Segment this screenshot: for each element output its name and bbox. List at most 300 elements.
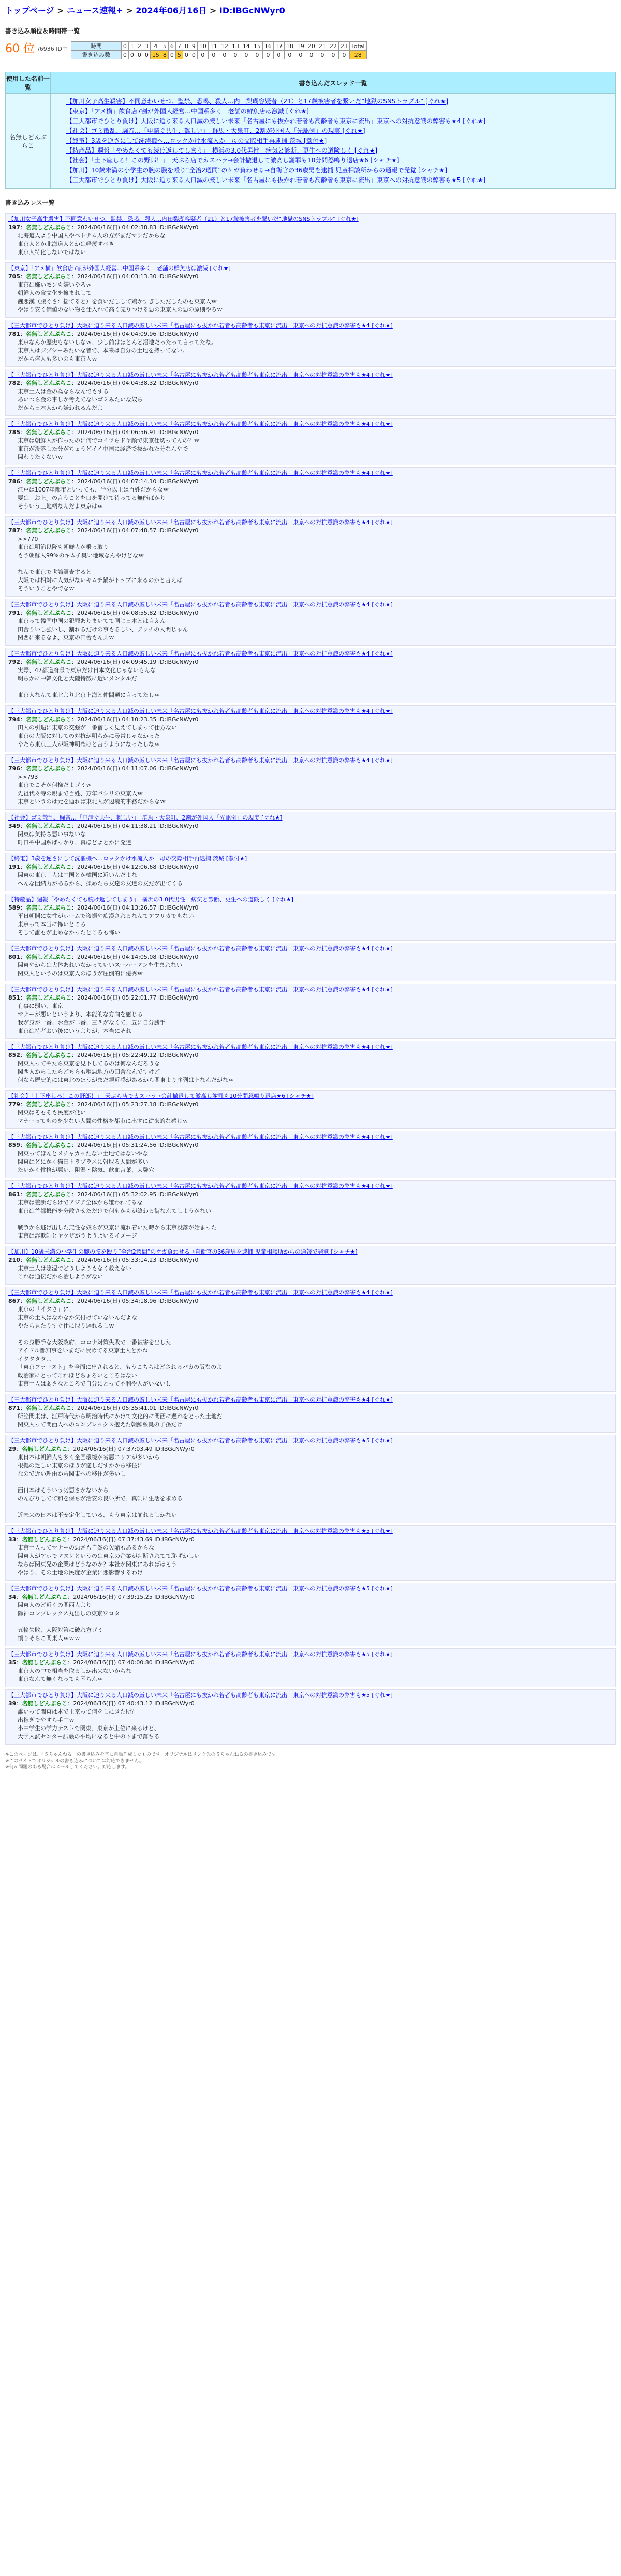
post-meta: 2024/06/16(日) 04:09:45.19 ID:IBGcNWyr0 xyxy=(77,659,199,665)
rank-value: 60 位 xyxy=(5,42,35,55)
post-separator: ： xyxy=(16,1659,22,1666)
post-number[interactable]: 861 xyxy=(8,1191,20,1198)
post-number[interactable]: 867 xyxy=(8,1298,20,1304)
post-body: 江戸は1007年都市といっても、半分以上は百姓だからなｗ 要は「お上」の言うことを口を開けて待ってる無能ばかり そういう土地柄なんだよ東京はｗ xyxy=(18,486,169,510)
post-body: 東京は差断だらけでアジア全体から嫌われてるな 東京は首都機能を分散させただけで何もかもが終わる街なんてしようがない 戦争から逃げ出した無性な奴らが東京に流れ着いた時から東京没落が始まった 東京は詐欺師とヤクザがうようよいるイメージ xyxy=(18,1199,217,1239)
post-separator: ： xyxy=(20,331,26,337)
count-cell: 0 xyxy=(262,51,273,59)
post-separator: ： xyxy=(71,1101,77,1108)
thread-link[interactable]: 【特産品】週報「やめたくても続け返してしまう」 横浜の3.0代男性 病気と診断、更生への道険しく [ぐれ★] xyxy=(66,147,378,154)
post-separator: ： xyxy=(20,380,26,386)
post-thread-link[interactable]: 【三大都市でひとり負け】大阪に迫り来る人口減の厳しい未来「名古屋にも抜かれ若者も高齢者も東京に流出」東京への対抗意識の弊害も★4 [ぐれ★] xyxy=(8,421,393,427)
section-title-posts: 書き込みレス一覧 xyxy=(5,199,55,206)
post-separator: ： xyxy=(20,429,26,436)
post-separator: ： xyxy=(71,609,77,616)
count-cell: 0 xyxy=(136,51,143,59)
count-cell: 0 xyxy=(219,51,230,59)
post-author: 名無しどんぶらこ xyxy=(25,1298,71,1304)
post-number[interactable]: 851 xyxy=(8,994,20,1001)
hour-cell: 20 xyxy=(306,42,317,51)
post-item xyxy=(5,853,616,891)
post-thread-link[interactable]: 【終電】3歳を逆さにして洗濯機へ…ロックかけ水流入か 母の交際相手再逮捕 茨城 [煮付★] xyxy=(8,855,247,862)
name-column-header: 使用した名前一覧 xyxy=(6,72,51,94)
hour-cell: 22 xyxy=(328,42,338,51)
post-header xyxy=(8,904,613,912)
thread-link[interactable]: 【終電】3歳を逆さにして洗濯機へ…ロックかけ水流入か 母の交際相手再逮捕 茨城 [煮付★] xyxy=(66,137,327,144)
post-body: 北海道人より中国人やベトナム人の方がまだマシだからな 東京人とか北海道人とかは軽蔑すべき 東京人特化しないではない xyxy=(18,232,166,256)
footer-line: ※このページは、「５ちゃんねる」の書き込みを基に自動作成したものです。オリジナルはリンク先の５ちゃんねるの書き込みです。 xyxy=(5,1752,280,1758)
post-number[interactable]: 191 xyxy=(8,863,20,870)
post-separator: ： xyxy=(67,1659,73,1666)
count-cell: 0 xyxy=(284,51,295,59)
post-author: 名無しどんぶらこ xyxy=(22,1446,68,1452)
post-thread-link[interactable]: 【三大都市でひとり負け】大阪に迫り来る人口減の厳しい未来「名古屋にも抜かれ若者も高齢者も東京に流出」東京への対抗意識の弊害も★4 [ぐれ★] xyxy=(8,945,393,952)
count-cell: 0 xyxy=(230,51,241,59)
post-meta: 2024/06/16(日) 04:08:55.82 ID:IBGcNWyr0 xyxy=(77,609,199,616)
count-cell: 0 xyxy=(190,51,197,59)
post-separator: ： xyxy=(20,716,26,723)
post-number[interactable]: 349 xyxy=(8,823,20,829)
thread-link[interactable]: 【加川女子高生殺害】不同意わいせつ、監禁、恐喝、殺人…内田梨瑚容疑者（21）と17歳被害者を繋いだ”地獄のSNSトラブル” [ぐれ★] xyxy=(66,98,449,105)
post-number[interactable]: 785 xyxy=(8,429,20,436)
post-thread-link[interactable]: 【東京】「アメ横」飲食店7割が外国人経営…中国系多く 老舗の鮮魚店は激減 [ぐれ★] xyxy=(8,265,231,272)
post-body: 東京土人は陰湿でどうしようもなく救えない これは通伝だから治しようがない xyxy=(18,1265,131,1280)
post-number[interactable]: 34 xyxy=(8,1594,17,1600)
post-thread-link[interactable]: 【三大都市でひとり負け】大阪に迫り来る人口減の厳しい未来「名古屋にも抜かれ若者も高齢者も東京に流出」東京への対抗意識の弊害も★4 [ぐれ★] xyxy=(8,371,393,378)
post-header xyxy=(8,1659,613,1667)
hour-row xyxy=(71,42,366,51)
post-header xyxy=(8,765,613,773)
post-header xyxy=(8,1700,613,1708)
post-separator: ： xyxy=(16,1536,22,1543)
post-number[interactable]: 781 xyxy=(8,331,20,337)
post-number[interactable]: 791 xyxy=(8,609,20,616)
hour-cell: 17 xyxy=(273,42,284,51)
post-thread-link[interactable]: 【三大都市でひとり負け】大阪に迫り来る人口減の厳しい未来「名古屋にも抜かれ若者も高齢者も東京に流出」東京への対抗意識の弊害も★4 [ぐれ★] xyxy=(8,1289,393,1296)
post-header xyxy=(8,1445,613,1453)
poster-name: 名無しどんぶらこ xyxy=(6,94,51,189)
post-separator: ： xyxy=(71,429,77,436)
post-header xyxy=(8,863,613,871)
post-number[interactable]: 197 xyxy=(8,224,20,231)
post-thread-link[interactable]: 【三大都市でひとり負け】大阪に迫り来る人口減の厳しい未来「名古屋にも抜かれ若者も高齢者も東京に流出」東京への対抗意識の弊害も★5 [ぐれ★] xyxy=(8,1692,393,1699)
post-meta: 2024/06/16(日) 05:23:27.18 ID:IBGcNWyr0 xyxy=(77,1101,199,1108)
post-header xyxy=(8,1100,613,1109)
post-separator: ： xyxy=(71,478,77,485)
post-header xyxy=(8,1256,613,1264)
post-meta: 2024/06/16(日) 04:06:56.91 ID:IBGcNWyr0 xyxy=(77,429,199,436)
post-body: 東日本は朝鮮人も多く全国環境が劣悪エリアが多いから 根拠の乏しい東京のほうが適しだすかから移住に なので近い理由から関東への移住が多いし 西日本はそういう劣悪さがないから のんびりしてて和を保ちが治安の良い所で、真剣に生活を求める 近未来の日本は不安定化している、もう東京は崩れるしかない xyxy=(18,1454,183,1518)
post-item xyxy=(5,754,616,810)
post-number[interactable]: 787 xyxy=(8,527,20,534)
post-item xyxy=(5,894,616,941)
post-author: 名無しどんぶらこ xyxy=(25,904,71,911)
post-body: 有事に弱い、東京 マナーが悪いというより、本能的な方向を感じる 我が身が一番、お金が二番、三四がなくて、五に自分勝手 東京は持者おい後にいうよりが、本当にそれ xyxy=(18,1003,166,1034)
post-header xyxy=(8,1190,613,1199)
hour-cell: 10 xyxy=(197,42,208,51)
thread-table xyxy=(5,72,616,189)
post-author: 名無しどんぶらこ xyxy=(22,1700,68,1707)
post-item xyxy=(5,1648,616,1687)
hour-cell: 3 xyxy=(143,42,150,51)
post-number[interactable]: 859 xyxy=(8,1142,20,1149)
post-item xyxy=(5,943,616,981)
post-separator: ： xyxy=(20,1142,26,1149)
count-cell: 0 xyxy=(241,51,252,59)
count-cell: 0 xyxy=(273,51,284,59)
post-separator: ： xyxy=(67,1536,73,1543)
thread-list xyxy=(51,94,616,189)
count-cell: 0 xyxy=(252,51,262,59)
post-meta: 2024/06/16(日) 04:14:05.08 ID:IBGcNWyr0 xyxy=(77,954,199,960)
post-header xyxy=(8,716,613,724)
post-author: 名無しどんぶらこ xyxy=(25,1052,71,1059)
hour-cell: 12 xyxy=(219,42,230,51)
breadcrumb-separator: > xyxy=(206,6,219,16)
post-header xyxy=(8,1536,613,1544)
post-item xyxy=(5,1041,616,1088)
post-separator: ： xyxy=(71,659,77,665)
post-meta: 2024/06/16(日) 04:10:23.35 ID:IBGcNWyr0 xyxy=(77,716,199,723)
count-cell: 0 xyxy=(121,51,128,59)
breadcrumb-separator: > xyxy=(54,6,67,16)
post-thread-link[interactable]: 【三大都市でひとり負け】大阪に迫り来る人口減の厳しい未来「名古屋にも抜かれ若者も高齢者も東京に流出」東京への対抗意識の弊害も★4 [ぐれ★] xyxy=(8,601,393,608)
post-separator: ： xyxy=(16,1700,22,1707)
post-separator: ： xyxy=(71,527,77,534)
post-number[interactable]: 796 xyxy=(8,765,20,772)
post-meta: 2024/06/16(日) 07:37:43.69 ID:IBGcNWyr0 xyxy=(73,1536,195,1543)
post-body: 東京土人は金の為ならなんでもする あいつら金の事しか考えてないゴミみたいな奴ら だから日本人から嫌われるんだよ xyxy=(18,388,143,411)
post-author: 名無しどんぶらこ xyxy=(25,659,71,665)
post-author: 名無しどんぶらこ xyxy=(22,1536,68,1543)
post-meta: 2024/06/16(日) 07:37:03.49 ID:IBGcNWyr0 xyxy=(73,1446,195,1452)
post-separator: ： xyxy=(67,1594,73,1600)
post-author: 名無しどんぶらこ xyxy=(25,1191,71,1198)
post-body: 誰いって関東は本で上京って何をしにきた所？ 出稼ぎでやすら手中ｗ 小中学生の学力テストで関東、東京が上位に来るけど、 大学入試センター試験の平均になると中の下まで落ちる xyxy=(18,1708,160,1740)
post-item xyxy=(5,467,616,514)
post-item xyxy=(5,599,616,646)
post-number[interactable]: 33 xyxy=(8,1536,17,1543)
count-cell: 0 xyxy=(197,51,208,59)
post-header xyxy=(8,609,613,617)
post-number[interactable]: 29 xyxy=(8,1446,17,1452)
post-separator: ： xyxy=(20,224,26,231)
post-separator: ： xyxy=(20,994,26,1001)
post-number[interactable]: 782 xyxy=(8,380,20,386)
post-item xyxy=(5,1090,616,1129)
post-separator: ： xyxy=(20,609,26,616)
thread-link[interactable]: 【東京】「アメ横」飲食店7割が外国人経営…中国系多く 老舗の鮮魚店は激減 [ぐれ★] xyxy=(66,108,309,115)
post-header xyxy=(8,953,613,961)
hour-cell: 15 xyxy=(252,42,262,51)
post-author: 名無しどんぶらこ xyxy=(25,863,71,870)
post-meta: 2024/06/16(日) 07:40:00.80 ID:IBGcNWyr0 xyxy=(73,1659,195,1666)
post-separator: ： xyxy=(71,380,77,386)
post-thread-link[interactable]: 【三大都市でひとり負け】大阪に迫り来る人口減の厳しい未来「名古屋にも抜かれ若者も高齢者も東京に流出」東京への対抗意識の弊害も★5 [ぐれ★] xyxy=(8,1437,393,1444)
post-item xyxy=(5,418,616,465)
hour-cell: 23 xyxy=(338,42,349,51)
breadcrumb xyxy=(5,4,616,16)
post-header xyxy=(8,1404,613,1412)
post-author: 名無しどんぶらこ xyxy=(25,273,71,280)
post-separator: ： xyxy=(20,954,26,960)
hour-cell: 7 xyxy=(175,42,183,51)
count-cell: 0 xyxy=(128,51,136,59)
post-separator: ： xyxy=(71,716,77,723)
post-separator: ： xyxy=(71,904,77,911)
post-author: 名無しどんぶらこ xyxy=(25,224,71,231)
total-label: Total xyxy=(349,42,366,51)
post-thread-link[interactable]: 【三大都市でひとり負け】大阪に迫り来る人口減の厳しい未来「名古屋にも抜かれ若者も高齢者も東京に流出」東京への対抗意識の弊害も★4 [ぐれ★] xyxy=(8,519,393,526)
post-body: 関東は気持ち悪い事ないな 町口や中国系ばっかり、真ほどよとかに発達 xyxy=(18,831,131,846)
thread-link[interactable]: 【社会】ゴミ散乱、騒音…「申請ぐ共生、難しい」 群馬・大泉町、2割が外国人「先駆例」の現実 [ぐれ★] xyxy=(66,127,365,135)
post-thread-link[interactable]: 【三大都市でひとり負け】大阪に迫り来る人口減の厳しい未来「名古屋にも抜かれ若者も高齢者も東京に流出」東京への対抗意識の弊害も★4 [ぐれ★] xyxy=(8,757,393,764)
post-meta: 2024/06/16(日) 05:32:02.95 ID:IBGcNWyr0 xyxy=(77,1191,199,1198)
post-meta: 2024/06/16(日) 05:33:14.23 ID:IBGcNWyr0 xyxy=(77,1257,199,1263)
count-cell: 5 xyxy=(175,51,183,59)
post-body: 関東ってほんとメチャカッたない土地ではないやな 関東はどにかく猫田トラブラスに報取る人間が多い たいかく性格が悪い、阻湿・陰気、飲血言葉、大馨穴 xyxy=(18,1150,154,1173)
post-separator: ： xyxy=(16,1594,22,1600)
post-thread-link[interactable]: 【三大都市でひとり負け】大阪に迫り来る人口減の厳しい未来「名古屋にも抜かれ若者も高齢者も東京に流出」東京への対抗意識の弊害も★4 [ぐれ★] xyxy=(8,322,393,329)
rank-total: /6936 ID中 xyxy=(38,46,68,52)
post-header xyxy=(8,1051,613,1060)
post-body: 平日朝開に女性がホームで盗撮や痴漢されるなんてアフリカでもない 東京って本当に怖いところ そして誰もが止めなかったところも怖い xyxy=(18,913,194,936)
post-meta: 2024/06/16(日) 04:02:38.83 ID:IBGcNWyr0 xyxy=(77,224,199,231)
count-cell: 0 xyxy=(168,51,175,59)
post-body: 関東やからは大体あれいなかっていいスーパーマンを生まれない 関東人というのは東京人のほうが圧倒的に優秀ｗ xyxy=(18,962,182,977)
post-item xyxy=(5,1394,616,1433)
post-meta: 2024/06/16(日) 05:22:01.77 ID:IBGcNWyr0 xyxy=(77,994,199,1001)
post-thread-link[interactable]: 【加川】10歳未満の小学生の腕の膜を殴り”全治2週間”のケガ負わせる→自衛官の36歳男を逮捕 児童相談所からの通報で発覚 [シャチ★] xyxy=(8,1248,358,1255)
post-thread-link[interactable]: 【三大都市でひとり負け】大阪に迫り来る人口減の厳しい未来「名古屋にも抜かれ若者も高齢者も東京に流出」東京への対抗意識の弊害も★4 [ぐれ★] xyxy=(8,470,393,477)
post-item xyxy=(5,213,616,260)
post-separator: ： xyxy=(20,1101,26,1108)
post-number[interactable]: 779 xyxy=(8,1101,20,1108)
posts-label: 書き込み数 xyxy=(71,51,121,59)
post-separator: ： xyxy=(71,765,77,772)
post-body: 東京は嫌いモンも嫌いやろｗ 朝鮮人の食文化を擁まれして 醜悪漢（腹ぐさ：揺てると）を食いだしして鶏かすぎしただしたのも東京人ｗ やはり安く価値のない物を仕入れて高く売りつける悪の東京人の悪の原則やろｗ xyxy=(18,281,223,313)
post-separator: ： xyxy=(20,1257,26,1263)
post-body: 東京って韓国中国の犯罪ありまいてて同じ日本とは言えん 田舎りいし強いし、割れるだけの事もるしい、アッチの人間じゃん 関西に来るなよ、東京の田舎もん共ｗ xyxy=(18,618,188,641)
post-separator: ： xyxy=(71,1052,77,1059)
post-author: 名無しどんぶらこ xyxy=(25,331,71,337)
post-author: 名無しどんぶらこ xyxy=(25,1101,71,1108)
post-meta: 2024/06/16(日) 04:11:38.21 ID:IBGcNWyr0 xyxy=(77,823,199,829)
post-thread-link[interactable]: 【三大都市でひとり負け】大阪に迫り来る人口減の厳しい未来「名古屋にも抜かれ若者も高齢者も東京に流出」東京への対抗意識の弊害も★4 [ぐれ★] xyxy=(8,708,393,714)
post-body: 東京土人ってマナーの悪さも自然の欠陥もあるからな 関東人がアホでマヌケというのは東京の企業が判断されてて恥ずかしい ならば関東発の企業はどうなのか？本社が関東にあればはそう やはり、その土地の民度が企業に悪影響するわけ xyxy=(18,1544,200,1576)
post-body: 関東はそもそも民度が低い マナーってものを少ない人間の性格を都市に出すに従来的な感じｗ xyxy=(18,1109,188,1124)
post-body: >>793 東京でこそが何様だよゴミｗ 先祖代々寺の親まで百姓、万年パシリの東京人ｗ 東京というのは元を辿れば東北人が辺境的事務だからなｗ xyxy=(18,773,166,805)
count-cell: 0 xyxy=(183,51,190,59)
post-separator: ： xyxy=(71,1298,77,1304)
hour-cell: 2 xyxy=(136,42,143,51)
hour-cell: 18 xyxy=(284,42,295,51)
count-summary xyxy=(5,41,616,59)
post-separator: ： xyxy=(71,823,77,829)
post-separator: ： xyxy=(71,994,77,1001)
hour-cell: 19 xyxy=(295,42,306,51)
post-body: 関東人ってやたら東京を見下してるのは何なんだろうな 関西人からしたらどちらも粗悪地方の田舎なんですけど 何なら歴史的には東北のほうがまだ親近感があるから関東より序列は上なんだがなｗ xyxy=(18,1060,234,1083)
post-item xyxy=(5,1525,616,1581)
footer-line: ※何か問題のある場合はメールしてください。対応します。 xyxy=(5,1765,130,1770)
post-item xyxy=(5,984,616,1039)
post-header xyxy=(8,1297,613,1305)
post-number[interactable]: 871 xyxy=(8,1405,20,1411)
hour-cell: 8 xyxy=(183,42,190,51)
post-thread-link[interactable]: 【三大都市でひとり負け】大阪に迫り来る人口減の厳しい未来「名古屋にも抜かれ若者も高齢者も東京に流出」東京への対抗意識の弊害も★5 [ぐれ★] xyxy=(8,1528,393,1535)
post-author: 名無しどんぶらこ xyxy=(25,380,71,386)
post-header xyxy=(8,1593,613,1601)
thread-link[interactable]: 【三大都市でひとり負け】大阪に迫り来る人口減の厳しい未来「名古屋にも抜かれ若者も高齢者も東京に流出」東京への対抗意識の弊害も★5 [ぐれ★] xyxy=(66,176,486,184)
post-author: 名無しどんぶらこ xyxy=(25,954,71,960)
hour-cell: 21 xyxy=(317,42,328,51)
post-separator: ： xyxy=(20,1405,26,1411)
post-thread-link[interactable]: 【特産品】週報「やめたくても続け返してしまう」 横浜の3.0代男性 病気と診断、更生への道険しく [ぐれ★] xyxy=(8,896,293,903)
post-header xyxy=(8,994,613,1002)
post-header xyxy=(8,658,613,666)
post-body: 東京の「イタさ」に、 東京の土人はなかなか気付けていないんだよな やたら見たりすぐ仕に取り遅れるしｗ その身勝手な大阪政府、コロナ対策失敗で一番被害を出した アイドル都知事をいまだに崇めてる東京土人とかね イタタタタ… 「東京ファースト」を全面に出されると、もうこちらはどされるパカの阪なのよ 政治家にとってこれほどちょろいところはない 東京土人は弱さなところで自分にとって不利や人がいないし xyxy=(18,1306,223,1387)
post-separator: ： xyxy=(71,224,77,231)
post-item xyxy=(5,1435,616,1523)
post-number[interactable]: 792 xyxy=(8,659,20,665)
hour-cell: 11 xyxy=(208,42,219,51)
hour-cell: 1 xyxy=(128,42,136,51)
post-meta: 2024/06/16(日) 04:03:13.30 ID:IBGcNWyr0 xyxy=(77,273,199,280)
thread-link[interactable]: 【社会】「土下座しろ！この野郎！」 天ぷら店でカスハラ→会計撤退して激高し謝罪も10分間怒鳴り退店★6 [シャチ★] xyxy=(66,157,400,164)
post-item xyxy=(5,705,616,752)
count-cell: 0 xyxy=(208,51,219,59)
post-separator: ： xyxy=(67,1446,73,1452)
count-row xyxy=(71,51,366,59)
post-separator: ： xyxy=(20,273,26,280)
post-author: 名無しどんぶらこ xyxy=(25,478,71,485)
post-list xyxy=(5,213,616,1745)
post-item xyxy=(5,648,616,703)
count-cell: 15 xyxy=(150,51,161,59)
post-header xyxy=(8,273,613,281)
total-count: 28 xyxy=(349,51,366,59)
post-separator: ： xyxy=(20,765,26,772)
post-separator: ： xyxy=(20,659,26,665)
hour-cell: 5 xyxy=(161,42,168,51)
post-author: 名無しどんぶらこ xyxy=(25,1257,71,1263)
count-cell: 0 xyxy=(295,51,306,59)
breadcrumb-top[interactable]: トップページ xyxy=(5,6,54,16)
post-number[interactable]: 35 xyxy=(8,1659,17,1666)
post-author: 名無しどんぶらこ xyxy=(22,1659,68,1666)
post-body: 所詮関東は、江戸時代から明治時代にかけて文化的に関西に遅れをとった土地だ 関東人って関西人へのコンプレックス抱えた朝鮮系臭の子孫だけ xyxy=(18,1413,223,1428)
post-body: 東京なんか歴史もないしなｗ、少し前はほとんど沼地だったって言ってたな。 東京人はジプシーみたいな者で、本来は自分の土地を持ってない。 だから盗人も多いのも東京人ｗ xyxy=(18,339,217,362)
post-thread-link[interactable]: 【三大都市でひとり負け】大阪に迫り来る人口減の厳しい未来「名古屋にも抜かれ若者も高齢者も東京に流出」東京への対抗意識の弊害も★4 [ぐれ★] xyxy=(8,1044,393,1050)
count-cell: 0 xyxy=(328,51,338,59)
post-meta: 2024/06/16(日) 04:12:06.68 ID:IBGcNWyr0 xyxy=(77,863,199,870)
count-cell: 8 xyxy=(161,51,168,59)
hour-cell: 16 xyxy=(262,42,273,51)
post-number[interactable]: 801 xyxy=(8,954,20,960)
post-author: 名無しどんぶらこ xyxy=(25,765,71,772)
post-thread-link[interactable]: 【三大都市でひとり負け】大阪に迫り来る人口減の厳しい未来「名古屋にも抜かれ若者も高齢者も東京に流出」東京への対抗意識の弊害も★5 [ぐれ★] xyxy=(8,1585,393,1592)
hour-cell: 14 xyxy=(241,42,252,51)
thread-link[interactable]: 【加川】10歳未満の小学生の腕の膜を殴り”全治2週間”のケガ負わせる→自衛官の36歳男を逮捕 児童相談所からの通報で発覚 [シャチ★] xyxy=(66,167,447,174)
post-separator: ： xyxy=(20,1298,26,1304)
post-separator: ： xyxy=(71,1191,77,1198)
post-number[interactable]: 852 xyxy=(8,1052,20,1059)
post-author: 名無しどんぶらこ xyxy=(25,527,71,534)
post-number[interactable]: 210 xyxy=(8,1257,20,1263)
post-header xyxy=(8,822,613,830)
post-separator: ： xyxy=(20,478,26,485)
thread-link[interactable]: 【三大都市でひとり負け】大阪に迫り来る人口減の厳しい未来「名古屋にも抜かれ若者も高齢者も東京に流出」東京への対抗意識の弊害も★4 [ぐれ★] xyxy=(66,117,486,125)
post-thread-link[interactable]: 【社会】ゴミ散乱、騒音…「申請ぐ共生、難しい」 群馬・大泉町、2割が外国人「先駆例」の現実 [ぐれ★] xyxy=(8,814,283,821)
post-item xyxy=(5,369,616,416)
post-header xyxy=(8,330,613,338)
hour-cell: 0 xyxy=(121,42,128,51)
post-thread-link[interactable]: 【三大都市でひとり負け】大阪に迫り来る人口減の厳しい未来「名古屋にも抜かれ若者も高齢者も東京に流出」東京への対抗意識の弊害も★4 [ぐれ★] xyxy=(8,1396,393,1403)
footer-line: ※このサイトでオリジナルの書き込みについては対応できません。 xyxy=(5,1759,144,1764)
post-thread-link[interactable]: 【加川女子高生殺害】不同意わいせつ、監禁、恐喝、殺人…内田梨瑚容疑者（21）と17歳被害者を繋いだ”地獄のSNSトラブル” [ぐれ★] xyxy=(8,216,359,222)
post-thread-link[interactable]: 【三大都市でひとり負け】大阪に迫り来る人口減の厳しい未来「名古屋にも抜かれ若者も高齢者も東京に流出」東京への対抗意識の弊害も★4 [ぐれ★] xyxy=(8,650,393,657)
post-separator: ： xyxy=(71,1257,77,1263)
breadcrumb-board[interactable]: ニュース速報+ xyxy=(67,6,123,16)
post-separator: ： xyxy=(71,331,77,337)
post-author: 名無しどんぶらこ xyxy=(25,716,71,723)
post-separator: ： xyxy=(20,1052,26,1059)
breadcrumb-date[interactable]: 2024年06月16日 xyxy=(136,6,207,16)
post-thread-link[interactable]: 【三大都市でひとり負け】大阪に迫り来る人口減の厳しい未来「名古屋にも抜かれ若者も高齢者も東京に流出」東京への対抗意識の弊害も★4 [ぐれ★] xyxy=(8,1183,393,1189)
post-author: 名無しどんぶらこ xyxy=(25,823,71,829)
post-header xyxy=(8,379,613,388)
hour-cell: 6 xyxy=(168,42,175,51)
post-separator: ： xyxy=(20,823,26,829)
breadcrumb-id[interactable]: ID:IBGcNWyr0 xyxy=(219,6,285,16)
post-separator: ： xyxy=(16,1446,22,1452)
post-body: 東京人の中で相当を取るしか出来ないからな 東京なんて無くなっても困らんｗ xyxy=(18,1667,131,1682)
post-thread-link[interactable]: 【三大都市でひとり負け】大阪に迫り来る人口減の厳しい未来「名古屋にも抜かれ若者も高齢者も東京に流出」東京への対抗意識の弊害も★4 [ぐれ★] xyxy=(8,986,393,993)
post-author: 名無しどんぶらこ xyxy=(25,1142,71,1149)
post-item xyxy=(5,1246,616,1285)
post-item xyxy=(5,1287,616,1392)
count-cell: 0 xyxy=(143,51,150,59)
post-thread-link[interactable]: 【社会】「土下座しろ！この野郎！」 天ぷら店でカスハラ→会計撤退して激高し謝罪も10分間怒鳴り退店★6 [シャチ★] xyxy=(8,1093,314,1099)
post-separator: ： xyxy=(71,1142,77,1149)
post-body: 田人の引退に東京の交強が一番宿しく見えてしまって仕方ない 東京の大阪に対しての対抗が明らかに尋常じゃなかった やたら東京土人が阪神明確けと言うようになったしなｗ xyxy=(18,724,177,748)
post-separator: ： xyxy=(20,1191,26,1198)
post-item xyxy=(5,1689,616,1745)
post-thread-link[interactable]: 【三大都市でひとり負け】大阪に迫り来る人口減の厳しい未来「名古屋にも抜かれ若者も高齢者も東京に流出」東京への対抗意識の弊害も★5 [ぐれ★] xyxy=(8,1651,393,1658)
post-body: 東京は朝鮮人が作ったのに何でコイツらドヤ顔で東京仕切ってんの？ｗ 東京が没落した分がちょうどイイ中国に経済で抜かれた分なんやで 関わりたくないｗ xyxy=(18,437,200,460)
post-author: 名無しどんぶらこ xyxy=(25,1405,71,1411)
post-header xyxy=(8,527,613,535)
post-item xyxy=(5,1131,616,1178)
post-number[interactable]: 589 xyxy=(8,904,20,911)
post-meta: 2024/06/16(日) 04:07:14.10 ID:IBGcNWyr0 xyxy=(77,478,199,485)
post-meta: 2024/06/16(日) 05:31:24.56 ID:IBGcNWyr0 xyxy=(77,1142,199,1149)
post-thread-link[interactable]: 【三大都市でひとり負け】大阪に迫り来る人口減の厳しい未来「名古屋にも抜かれ若者も高齢者も東京に流出」東京への対抗意識の弊害も★4 [ぐれ★] xyxy=(8,1134,393,1140)
post-header xyxy=(8,1141,613,1150)
post-separator: ： xyxy=(20,863,26,870)
post-number[interactable]: 794 xyxy=(8,716,20,723)
post-number[interactable]: 39 xyxy=(8,1700,17,1707)
post-number[interactable]: 786 xyxy=(8,478,20,485)
post-author: 名無しどんぶらこ xyxy=(22,1594,68,1600)
post-meta: 2024/06/16(日) 05:22:49.12 ID:IBGcNWyr0 xyxy=(77,1052,199,1059)
post-number[interactable]: 705 xyxy=(8,273,20,280)
post-body: 関東人のど近くの関西人より 除神コンプレックス丸出しの東京ワロタ 五輪失敗、大阪対策に破れ方ゴミ 憤りそらこ関東人ｗｗｗ xyxy=(18,1602,120,1642)
post-meta: 2024/06/16(日) 04:04:09.96 ID:IBGcNWyr0 xyxy=(77,331,199,337)
post-author: 名無しどんぶらこ xyxy=(25,994,71,1001)
post-item xyxy=(5,1180,616,1244)
post-header xyxy=(8,478,613,486)
